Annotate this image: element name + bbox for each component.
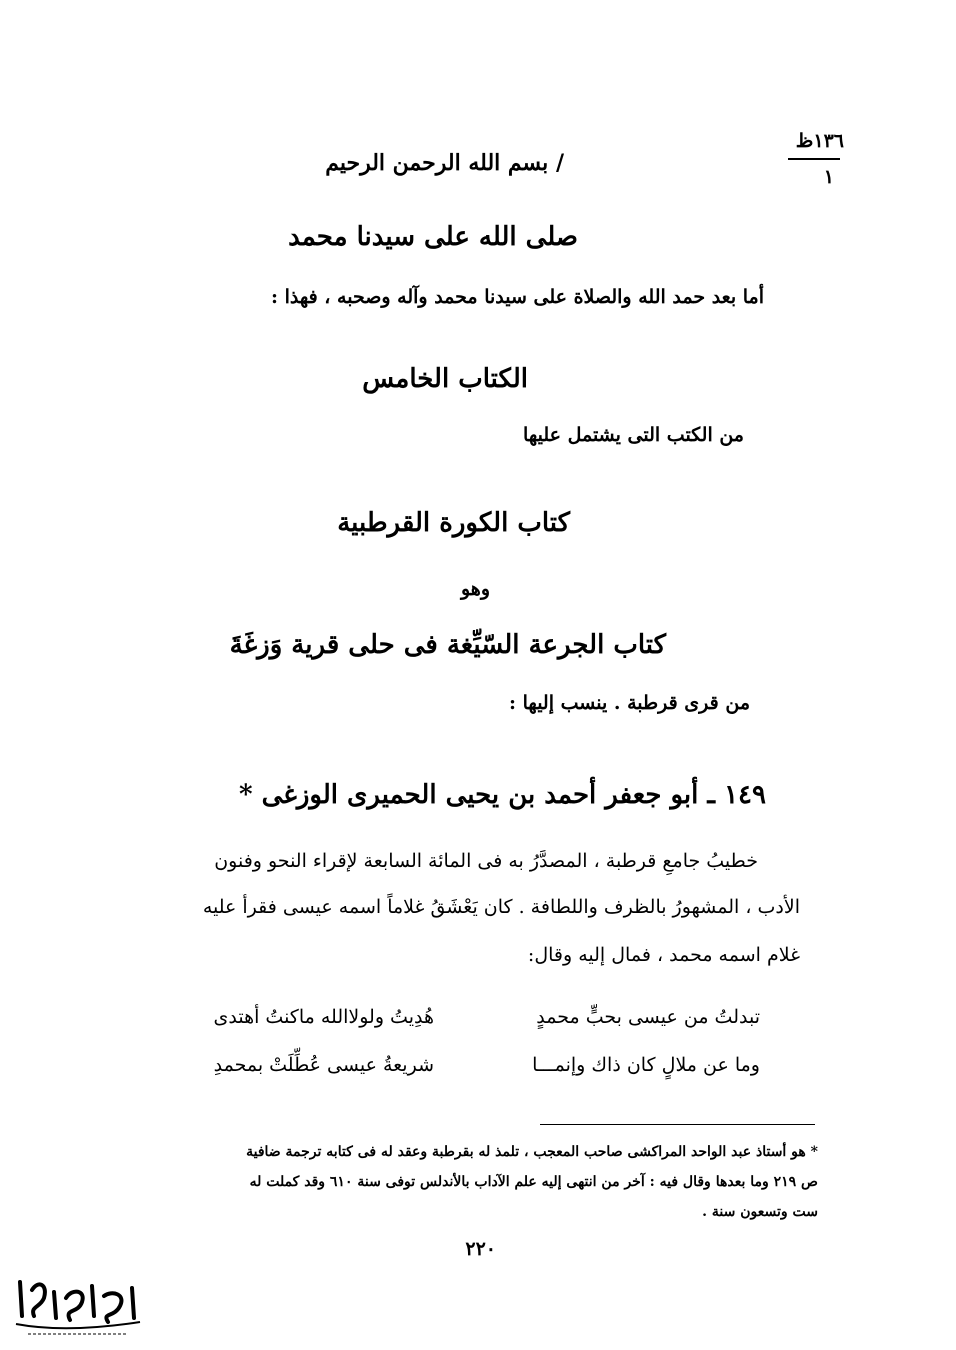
work-title: كتاب الجرعة السّيِّغة فى حلى قرية وَزغَةَ <box>229 630 666 660</box>
library-stamp-logo <box>8 1272 148 1344</box>
poem-line-1-second: هُدِيتُ ولولاالله ماكنتُ أهتدى <box>213 1006 434 1028</box>
entry-line-3: غلام اسمه محمد ، فمال إليه وقال: <box>527 944 800 966</box>
folio-divider <box>788 158 840 160</box>
entry-heading: ١٤٩ ـ أبو جعفر أحمد بن يحيى الحميرى الوزغى * <box>238 780 766 810</box>
footnote-line-3: ست وتسعون سنة . <box>702 1204 818 1220</box>
book-heading: الكتاب الخامس <box>362 364 528 394</box>
poem-line-1-first: تبدلتُ من عيسى بحبٍّ محمدٍ <box>536 1006 760 1028</box>
footnote-line-1: * هو أستاذ عبد الواحد المراكشى صاحب المعجب ، تلمذ له بقرطبة وعقد له فى كتابه ترجمة ضافية <box>246 1144 818 1160</box>
kitab-heading: كتاب الكورة القرطبية <box>337 508 570 538</box>
page-number: ٢٢٠ <box>465 1238 496 1260</box>
entry-line-1: خطيبُ جامعِ قرطبة ، المصدَّرُ به فى المائة السابعة لإقراء النحو وفنون <box>214 850 758 872</box>
place-line: من قرى قرطبة . ينسب إليها : <box>509 692 750 714</box>
poem-line-2-first: وما عن ملالٍ كان ذاك وإنمـــا <box>532 1054 760 1076</box>
book-subheading: من الكتب التى يشتمل عليها <box>523 424 744 446</box>
footnote-line-2: ص ٢١٩ وما بعدها وقال فيه : آخر من انتهى إليه علم الآداب بالأندلس توفى سنة ٦١٠ وقد كملت له <box>249 1174 818 1190</box>
wahuwa-label: وهو <box>460 578 490 600</box>
entry-line-2: الأدب ، المشهورُ بالظرف واللطافة . كان يَعْشَقُ غلاماً اسمه عيسى فقرأ عليه <box>202 896 800 918</box>
folio-number: ١٣٦ظ <box>795 130 844 152</box>
salawat-heading: صلى الله على سيدنا محمد <box>288 222 578 252</box>
basmala: / بسم الله الرحمن الرحيم <box>325 150 564 176</box>
poem-line-2-second: شريعةُ عيسى عُطِّلَتْ بمحمدِ <box>213 1054 434 1076</box>
intro-line: أما بعد حمد الله والصلاة على سيدنا محمد وآله وصحبه ، فهذا : <box>270 286 764 308</box>
footnote-divider <box>540 1124 815 1125</box>
folio-sub: ١ <box>823 166 834 188</box>
